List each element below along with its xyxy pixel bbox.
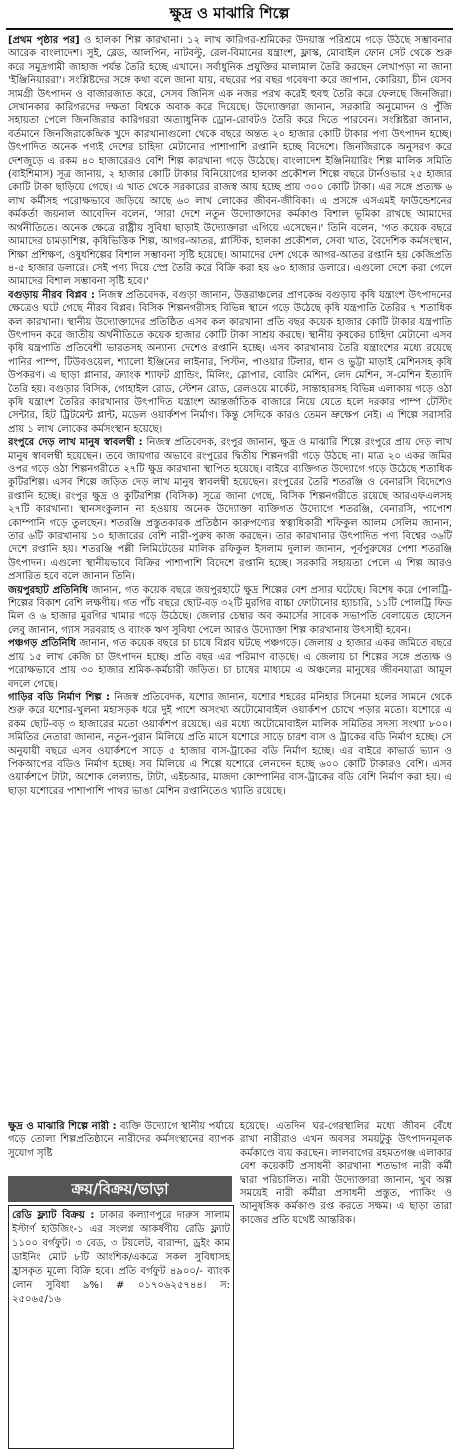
paragraph-lead: রংপুরে দেড় লাখ মানুষ স্বাবলম্বী : bbox=[8, 437, 143, 449]
paragraph-lead: পঞ্চগড় প্রতিনিধি bbox=[8, 638, 76, 650]
paragraph-joypurhat bbox=[8, 584, 452, 638]
headline-rule bbox=[6, 28, 453, 30]
paragraph-text: নিজস্ব প্রতিবেদক, যশোর জানান, যশোর শহরের মনিহার সিনেমা হলের সামনে থেকে শুরু করে যশোর-খুলনা মহাসড়ক ধরে দুই পাশে অসংখ্য অটোমোবাইল ওয়ার্কশপ চোখে পড়ার মতো। যশোরে এ রকম ছোট-বড় ৩ হাজারের মতো ওয়ার্কশপ রয়েছে। এর মধ্যে অটোমোবাইল মালিক সমিতির সদস্য সংখ্যা ৮০০। সমিতির নেতারা জানান, নতুন-পুরান মিলিয়ে প্রতি মাসে যশোরে সাড়ে চারশ বাস ও ট্রাকের বডি নির্মাণ হচ্ছে। সে অনুযায়ী বছরে এসব ওয়ার্কশপে সাড়ে ৫ হাজার বাস-ট্রাকের বডি নির্মাণ হচ্ছে। এর বাইরে কাভার্ড ভ্যান ও পিকআপের বডিও নির্মাণ হচ্ছে। সব মিলিয়ে এ শিল্পে যশোরে লেনদেন হচ্ছে ৬০০ কোটি টাকারও বেশি। এসব ওয়ার্কশপে টাটা, অশোক লেল্যান্ড, টাটা, এইচআর, মাজদা কোম্পানির বাস-ট্রাকের বডি বেশি নির্মাণ করা হয়। এ ছাড়া যশোরের পাশাপাশি পাথর ভাঙা মেশিন রপ্তানিতেও খ্যাতি রয়েছে। bbox=[8, 691, 452, 797]
paragraph-text: নিজস্ব প্রতিবেদক, রংপুর জানান, ক্ষুদ্র ও মাঝারি শিল্পে রংপুরে প্রায় দেড় লাখ মানুষ স্বাবলম্বী হয়েছেন। তবে জায়গার অভাবে রংপুরের দ্বিতীয় শিল্পনগরী গড়ে উঠছে না। মাত্র ২০ একর জমির ওপর গড়ে ওঠা শিল্পনগরীতে ২৭টি ক্ষুদ্র কারখানা স্থাপিত হয়েছে। বাইরে ব্যক্তিগত উদ্যোগে গড়ে উঠেছে শতাধিক কুটিরশিল্প। এসব শিল্পে জড়িত দেড় লাখ মানুষ স্বাবলম্বী হয়েছেন। রংপুরের তৈরি শতরঞ্জি ও বেনারসি বিদেশেও রপ্তানি হচ্ছে। রংপুর ক্ষুদ্র ও কুটিরশিল্প (বিসিক) সূত্রে জানা গেছে, বিসিক শিল্পনগরীতে রয়েছে আরএফএলসহ ২৭টি কারখানা। স্থানসংকুলান না হওয়ায় অনেক উদ্যোক্তা ব্যক্তিগত উদ্যোগে শতরঞ্জি, বেনারসি, পাপোশ কোম্পানি গড়ে তুলছেন। শতরঞ্জি প্রস্তুতকারক প্রতিষ্ঠান কারুপণ্যের স্বত্বাধিকারী শফিকুল আলম সেলিম জানান, তার ৬টি কারখানায় ১০ হাজারের বেশি নারী-পুরুষ কাজ করছেন। তার কারখানার উৎপাদিত পণ্য বিশ্বের ৩৬টি দেশে রপ্তানি হয়। শতরঞ্জি পল্লী লিমিটেডের মালিক রফিকুল ইসলাম দুলাল জানান, পূর্বপুরুষের পেশা শতরঞ্জি উৎপাদন। এগুলো স্থানীয়ভাবে বিক্রির পাশাপাশি বিদেশে রপ্তানি হচ্ছে। সরকারি সহায়তা পেলে এ শিল্প আরও প্রসারিত হবে বলে জানান তিনি। bbox=[8, 437, 452, 583]
women-right-text: হয়েছে। এতদিন ঘর-গেরস্থালির মধ্যে জীবন বেঁধে রাখা নারীরাও এখন অবসর সময়টুকু উৎপাদনমূলক কর্মকাণ্ডে ব্যয় করছেন। লালবাগের রহমতগঞ্জ এলাকার বেশ কয়েকটি প্রসাধনী কারখানা শতভাগ নারী কর্মী দ্বারা পরিচালিত। নারী উদ্যোক্তারা জানান, খুব অল্প সময়েই নারী কর্মীরা প্রসাধনী প্রস্তুত, প্যাকিং ও আনুষঙ্গিক কর্মকাণ্ড রপ্ত করতে সক্ষম। এ ছাড়া তারা কাজের প্রতি যথেষ্ট আন্তরিক। bbox=[240, 1121, 452, 1226]
women-paragraph-continued bbox=[240, 1120, 452, 1227]
paragraph-text: ও হালকা শিল্প কারখানা। ১২ লাখ কারিগর-শ্রমিকের উদয়াস্ত পরিশ্রমে গড়ে উঠছে সম্ভাবনার আরেক বাংলাদেশ। সুই, ব্লেড, আলপিন, নাটবল্টু, রেল-বিমানের যন্ত্রাংশ, ফ্লাস্ক, মোবাইল ফোন সেট থেকে শুরু করে সমুদ্রগামী জাহাজ পর্যন্ত তৈরি হচ্ছে এখানে। সর্বাধুনিক প্রযুক্তির মালামাল তৈরি করছেন লেখাপড়া না জানা 'ইঞ্জিনিয়াররা'। সংশ্লিষ্টদের সঙ্গে কথা বলে জানা যায়, বছরের পর বছর গবেষণা করে জাপান, কোরিয়া, চীন যেসব সামগ্রী উৎপাদন ও বাজারজাত করে, সেসব জিনিস এক নজর পরখ করেই হুবহু তৈরি করে ফেলছে জিনজিরা। সেখানকার কারিগরদের দক্ষতা বিশ্বকে অবাক করে দিয়েছে। উদ্যোক্তারা জানান, সরকারি অনুমোদন ও পুঁজি সহায়তা পেলে জিনজিরার কারিগররা অত্যাধুনিক ড্রোন-রোবটও তৈরি করে দিতে পারবেন। সংশ্লিষ্টরা জানান, বর্তমানে জিনজিরাকেন্দ্রিক খুদে কারখানাগুলো থেকে বছরে অন্তত ২০ হাজার কোটি টাকার পণ্য উৎপাদন হচ্ছে। উৎপাদিত অনেক পণ্যই দেশের চাহিদা মেটানোর পাশাপাশি রপ্তানি হচ্ছে বিদেশে। জিনজিরাকে অনুসরণ করে দেশজুড়ে এ রকম ৪০ হাজারেরও বেশি শিল্প কারখানা গড়ে উঠেছে। বাংলাদেশ ইঞ্জিনিয়ারিং শিল্প মালিক সমিতি (বাইশিমাস) সূত্র জানায়, ২ হাজার কোটি টাকার বিনিয়োগের হালকা প্রকৌশল শিল্পে বছরে টার্নওভার ২৫ হাজার কোটি টাকা ছাড়িয়ে গেছে। এ খাত থেকে সরকারের রাজস্ব আয় হচ্ছে প্রায় ৩০০ কোটি টাকা। এর সঙ্গে প্রত্যক্ষ ৬ লাখ কর্মীসহ পরোক্ষভাবে জড়িয়ে আছে ৬০ লাখ লোকের জীবন-জীবিকা। এ প্রসঙ্গে এসএমই ফাউন্ডেশনের কর্মকর্তা জয়নাল আবেদিন বলেন, 'সারা দেশে নতুন উদ্যোক্তাদের কর্মকাণ্ড বিশাল ভূমিকা রাখছে আমাদের অর্থনীতিতে। অনেক ক্ষেত্রে রাষ্ট্রীয় সুবিধা ছাড়াই উদ্যোক্তারা এগিয়ে এসেছেন।' তিনি বলেন, 'গত কয়েক বছরে আমাদের চামড়াশিল্প, কৃষিভিত্তিক শিল্প, আগর-আতর, প্লাস্টিক, হালকা প্রকৌশল, সেবা খাত, বৈদেশিক কর্মসংস্থান, শিক্ষা প্রশিক্ষণ, ওষুধশিল্পের বিশাল সম্ভাবনা সৃষ্টি হয়েছে। আমাদের দেশ থেকে আগর-আতর রপ্তানি হয় কেজিপ্রতি ৪-৫ হাজার ডলারে। সেই পণ্য দিয়ে স্প্রে তৈরি করে বিক্রি করা হয় ৬০ হাজার ডলারে। এগুলো দেশে করা গেলে আমাদের বিশাল সম্ভাবনা সৃষ্টি হবে।' bbox=[8, 35, 452, 288]
paragraph-intro bbox=[8, 34, 452, 289]
women-lead: ক্ষুদ্র ও মাঝারি শিল্পে নারী : bbox=[8, 1121, 117, 1132]
paragraph-panchagarh bbox=[8, 637, 452, 691]
paragraph-lead: বগুড়ায় নীরব বিপ্লব : bbox=[8, 289, 95, 301]
classified-heading: ক্রয়/বিক্রয়/ভাড়া bbox=[8, 1176, 232, 1202]
paragraph-lead: [প্রথম পৃষ্ঠার পর] bbox=[8, 35, 80, 46]
classified-ad-text: ঢাকার কল্যাণপুরে দারুস সালাম ইস্টার্ণ হাউজিং-১ এর সংলগ্ন আকর্ষণীয় রেডি ফ্ল্যাট ১১০০ বর্গফুট। ৩ বেড, ৩ টয়লেট, বারান্দা, ড্রইং কাম ডাইনিং মোট ৮টি আংশিক/একত্রে সকল সুবিধাসহ হ্রাসকৃত মূল্যে বিক্রি হবে। প্রতি বর্গফুট ৪৯০০/- ব্যাংক লোন সুবিধা ৯%। # ০১৭০৬২৫৭৪৪। স: ২৫০৬৫/১৬ bbox=[12, 1210, 230, 1305]
page-headline: ক্ষুদ্র ও মাঝারি শিল্পে bbox=[169, 4, 290, 22]
paragraph-lead: গাড়ির বডি নির্মাণ শিল্প : bbox=[8, 691, 111, 703]
women-section-right bbox=[240, 1120, 452, 1446]
paragraph-rangpur bbox=[8, 436, 452, 583]
women-paragraph bbox=[8, 1120, 234, 1160]
paragraph-jessore bbox=[8, 691, 452, 798]
women-left-text: ব্যক্তি উদ্যোগে স্থানীয় পর্যায়ে গড়ে তোলা শিল্পপ্রতিষ্ঠানে নারীদের কর্মসংস্থানের ব্যাপক সুযোগ সৃষ্টি bbox=[8, 1121, 234, 1159]
classified-ad bbox=[8, 1205, 234, 1449]
classified-ad-lead: রেডি ফ্ল্যাট বিক্রয় : bbox=[12, 1210, 95, 1221]
article-body bbox=[8, 34, 452, 1118]
paragraph-text: জানান, গত কয়েক বছরে চা চাষে বিপ্লব ঘটছে পঞ্চগড়ে। জেলায় ৫ হাজার একর জমিতে বছরে প্রায় ১৫ লাখ কেজি চা উৎপাদন হচ্ছে। প্রতি বছর এর পরিমাণ বাড়ছে। এ জেলায় চা শিল্পের সঙ্গে প্রত্যক্ষ ও পরোক্ষভাবে প্রায় ৩০ হাজার শ্রমিক-কর্মচারী জড়িত। চা চাষের মাধ্যমে এ অঞ্চলের মানুষের জীবনযাত্রা আমূল বদলে গেছে। bbox=[8, 638, 452, 690]
paragraph-text: জানান, গত কয়েক বছরে জয়পুরহাটে ক্ষুদ্র শিল্পের বেশ প্রসার ঘটেছে। বিশেষ করে পোলট্রি-শিল্পের বিকাশ বেশি লক্ষণীয়। গত পাঁচ বছরে ছোট-বড় ৩২টি মুরগির বাচ্চা ফোটানোর হ্যাচারি, ১১টি পোলট্রি ফিড মিল ও ৬ হাজার মুরগির খামার গড়ে উঠেছে। জেলার চেম্বার অব কমার্সের সাবেক সভাপতি বেলায়েত হোসেন লেবু জানান, গ্যাস সরবরাহ ও ব্যাংক ঋণ সুবিধা পেলে আরও উদ্যোক্তা শিল্প কারখানায় উৎসাহী হবেন। bbox=[8, 584, 452, 636]
paragraph-text: নিজস্ব প্রতিবেদক, বগুড়া জানান, উত্তরাঞ্চলের প্রাণকেন্দ্র বগুড়ায় কৃষি যন্ত্রাংশ উৎপাদনের ক্ষেত্রেও ঘটে গেছে নীরব বিপ্লব। বিসিক শিল্পনগরীসহ বিভিন্ন স্থানে গড়ে উঠেছে কৃষি যন্ত্রপাতি তৈরির ৭ শতাধিক কল কারখানা। স্থানীয় উদ্যোক্তাদের প্রতিষ্ঠিত এসব কল কারখানা প্রতি বছর কয়েক হাজার কোটি টাকার যন্ত্রপাতি উৎপাদন করে জাতীয় অর্থনীতিতে কয়েক হাজার কোটি টাকা সাশ্রয় করছে। স্থানীয় কৃষকের চাহিদা মেটানো এসব কৃষি যন্ত্রপাতি প্রতিবেশী ভারতসহ অন্যান্য দেশেও রপ্তানি হচ্ছে। এসব কারখানায় তৈরি যন্ত্রাংশের মধ্যে রয়েছে পানির পাম্প, টিউবওয়েল, শ্যালো ইঞ্জিনের লাইনার, পিস্টন, পাওয়ার টিলার, ধান ও ভুট্টা মাড়াই মেশিনসহ কৃষি উপকরণ। এ ছাড়া প্লানার, ক্র্যাংক শ্যাফট গ্রান্ডিং, মিলিং, স্লোপার, বোরিং মেশিন, লেদ মেশিন, স-মেশিন ইত্যাদি তৈরি হয়। বগুড়ার বিসিক, গোহাইল রোড, স্টেশন রোড, রেলওয়ে মার্কেট, সান্তাহারসহ বিভিন্ন এলাকায় গড়ে ওঠা কৃষি যন্ত্রাংশ তৈরির কারখানার উৎপাদিত যন্ত্রাংশ আন্তর্জাতিক বাজারে নিয়ে যেতে হলে দরকার পাম্প টেস্টিং সেন্টার, হিট ট্রিটমেন্ট প্লান্ট, মডেল ওয়ার্কশপ নির্মাণ। কিন্তু সেদিকে কারও তেমন ভ্রুক্ষেপ নেই। এ শিল্পে সরাসরি প্রায় ১ লাখ লোকের কর্মসংস্থান হয়েছে। bbox=[8, 289, 452, 435]
paragraph-bogura bbox=[8, 289, 452, 436]
paragraph-lead: জয়পুরহাট প্রতিনিধি bbox=[8, 584, 88, 596]
